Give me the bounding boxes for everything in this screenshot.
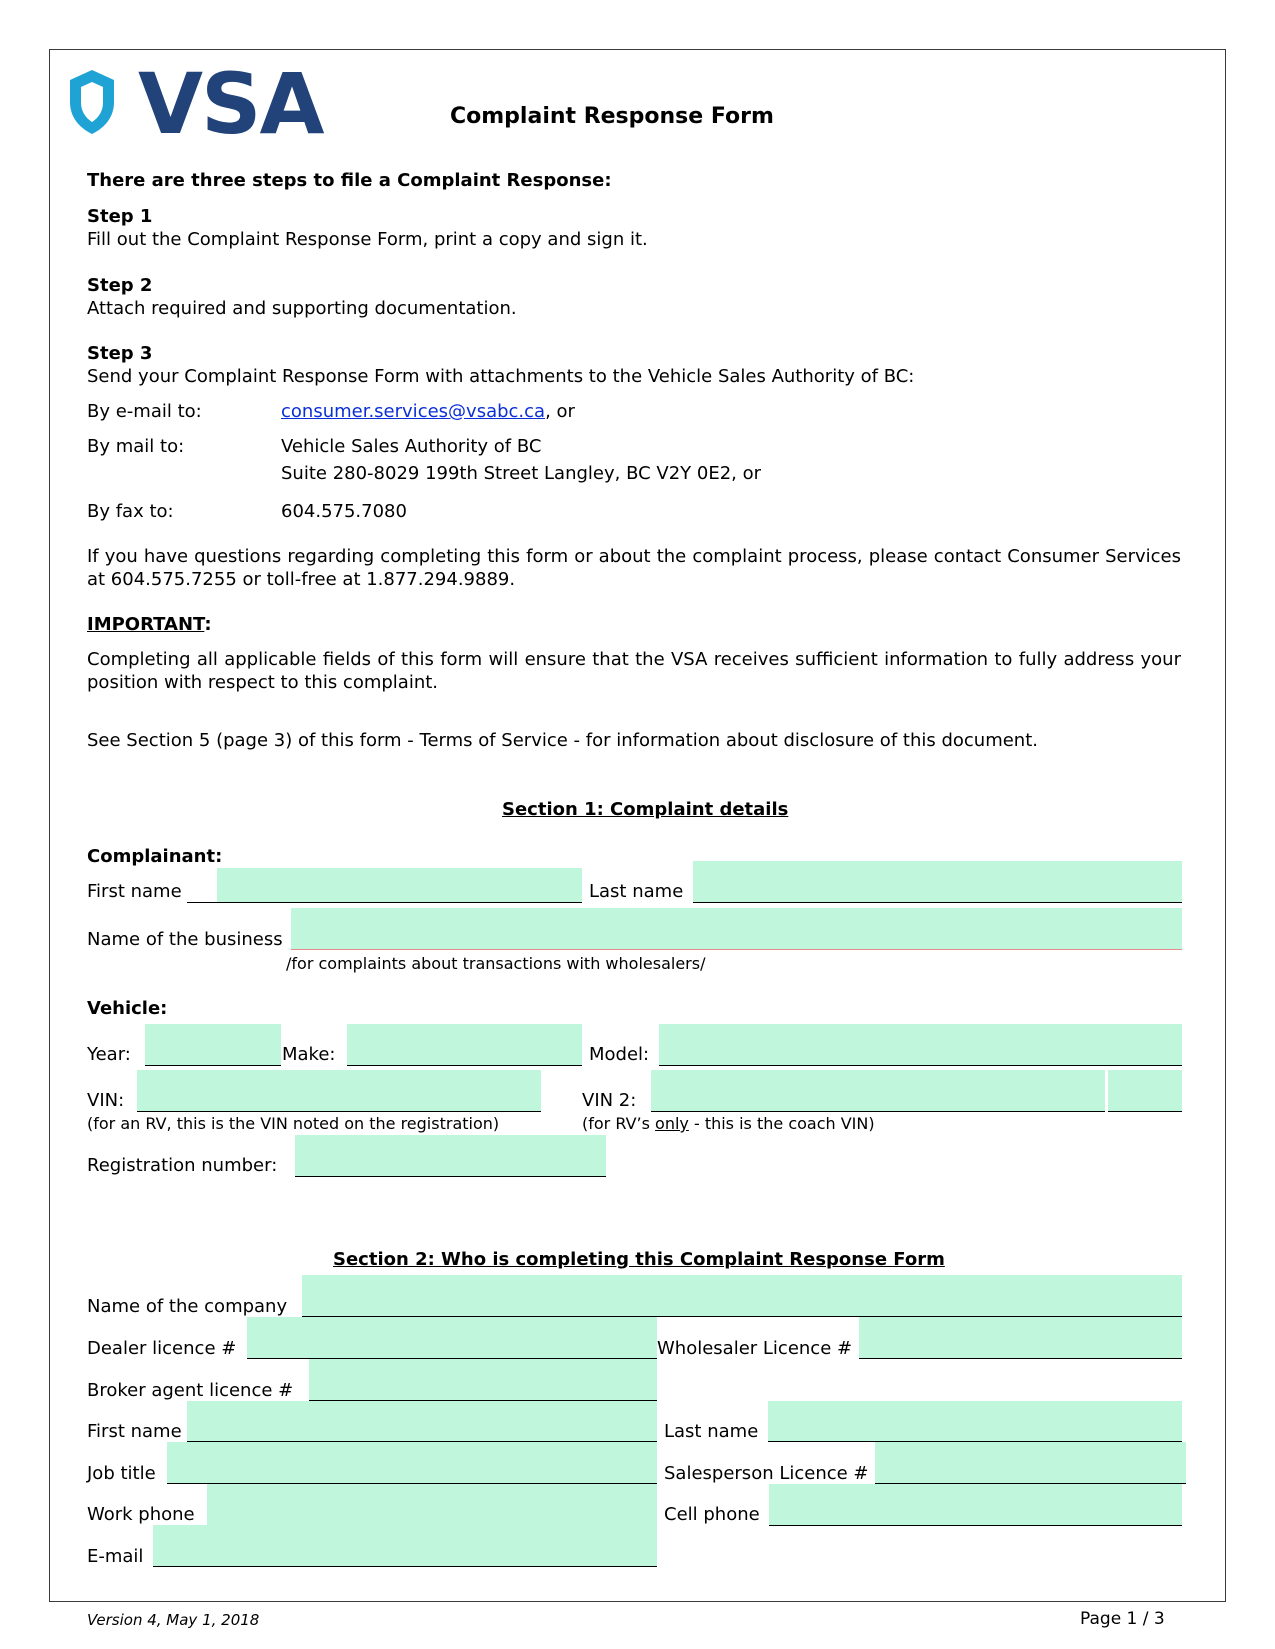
broker-licence-label: Broker agent licence # (87, 1380, 294, 1401)
complainant-first-name-label: First name (87, 881, 182, 902)
company-name-field[interactable] (302, 1275, 1182, 1317)
vehicle-heading: Vehicle: (87, 998, 168, 1019)
cell-phone-label: Cell phone (664, 1504, 760, 1525)
step1-title: Step 1 (87, 206, 153, 227)
wholesaler-licence-field[interactable] (859, 1317, 1182, 1359)
year-label: Year: (87, 1044, 131, 1065)
job-title-field[interactable] (167, 1442, 657, 1484)
important-label: IMPORTANT (87, 614, 205, 635)
email-field-label: E-mail (87, 1546, 144, 1567)
email-value (281, 401, 575, 422)
contact-first-name-label: First name (87, 1421, 182, 1442)
important-paragraph: Completing all applicable fields of this form will ensure that the VSA receives sufficient information to fully address your position with respect to this complaint. (87, 649, 1181, 693)
step2-title: Step 2 (87, 275, 153, 296)
logo-text: VSA (138, 55, 323, 153)
step2-text: Attach required and supporting documentation. (87, 298, 517, 319)
job-title-label: Job title (87, 1463, 156, 1484)
company-name-label: Name of the company (87, 1296, 288, 1317)
complainant-last-name-label: Last name (589, 881, 684, 902)
model-label: Model: (589, 1044, 650, 1065)
fax-value: 604.575.7080 (281, 501, 407, 522)
steps-heading: There are three steps to file a Complaint Response: (87, 170, 612, 191)
vin2-note-pre: (for RV’s (582, 1114, 656, 1133)
work-phone-field[interactable] (207, 1484, 657, 1526)
work-phone-label: Work phone (87, 1504, 195, 1525)
broker-licence-field[interactable] (309, 1359, 657, 1401)
page-title: Complaint Response Form (450, 104, 774, 129)
version-footer: Version 4, May 1, 2018 (87, 1611, 260, 1629)
dealer-licence-field[interactable] (247, 1317, 657, 1359)
vin-field[interactable] (137, 1070, 541, 1112)
email-field[interactable] (153, 1525, 657, 1567)
email-label: By e-mail to: (87, 401, 202, 422)
vin2-extra-field[interactable] (1108, 1070, 1182, 1112)
complainant-last-name-field[interactable] (693, 861, 1182, 903)
make-label: Make: (282, 1044, 336, 1065)
vsa-logo (68, 55, 323, 153)
vin2-note-only: only (655, 1114, 689, 1133)
step3-title: Step 3 (87, 343, 153, 364)
cell-phone-field[interactable] (769, 1484, 1182, 1526)
see-section-note: See Section 5 (page 3) of this form - Terms of Service - for information about disclosure of this document. (87, 730, 1038, 751)
vin2-note-post: - this is the coach VIN) (688, 1114, 875, 1133)
important-heading (87, 614, 212, 635)
section1-title: Section 1: Complaint details (502, 799, 789, 820)
contact-last-name-label: Last name (664, 1421, 759, 1442)
complainant-first-name-underline (187, 902, 217, 903)
vin2-label: VIN 2: (582, 1090, 637, 1111)
model-field[interactable] (659, 1024, 1182, 1066)
mail-label: By mail to: (87, 436, 185, 457)
business-name-label: Name of the business (87, 929, 283, 950)
wholesaler-licence-label: Wholesaler Licence # (657, 1338, 853, 1359)
email-link[interactable]: consumer.services@vsabc.ca (281, 401, 546, 422)
complainant-heading: Complainant: (87, 846, 223, 867)
make-field[interactable] (347, 1024, 582, 1066)
section2-title: Section 2: Who is completing this Complaint Response Form (333, 1249, 945, 1270)
year-field[interactable] (145, 1024, 281, 1066)
mail-line2: Suite 280-8029 199th Street Langley, BC V2Y 0E2, or (281, 463, 762, 484)
vin2-note (582, 1114, 875, 1133)
questions-paragraph: If you have questions regarding completing this form or about the complaint process, please contact Consumer Services at 604.575.7255 or toll-free at 1.877.294.9889. (87, 546, 1181, 590)
salesperson-licence-label: Salesperson Licence # (664, 1463, 869, 1484)
step1-text: Fill out the Complaint Response Form, print a copy and sign it. (87, 229, 648, 250)
vin-label: VIN: (87, 1090, 125, 1111)
mail-line1: Vehicle Sales Authority of BC (281, 436, 542, 457)
vin-note: (for an RV, this is the VIN noted on the registration) (87, 1114, 500, 1133)
shield-icon (68, 68, 116, 136)
contact-last-name-field[interactable] (768, 1401, 1182, 1442)
registration-label: Registration number: (87, 1155, 278, 1176)
contact-first-name-field[interactable] (187, 1401, 657, 1442)
salesperson-licence-field[interactable] (875, 1442, 1186, 1484)
fax-label: By fax to: (87, 501, 174, 522)
step3-text: Send your Complaint Response Form with attachments to the Vehicle Sales Authority of BC: (87, 366, 915, 387)
business-name-field[interactable] (291, 908, 1182, 950)
page-number: Page 1 / 3 (1080, 1609, 1165, 1629)
important-colon: : (204, 614, 212, 635)
vin2-field[interactable] (651, 1070, 1105, 1112)
complainant-first-name-field[interactable] (217, 868, 582, 903)
registration-field[interactable] (295, 1135, 606, 1177)
email-suffix: , or (545, 401, 575, 422)
business-name-note: /for complaints about transactions with wholesalers/ (286, 954, 706, 973)
dealer-licence-label: Dealer licence # (87, 1338, 237, 1359)
